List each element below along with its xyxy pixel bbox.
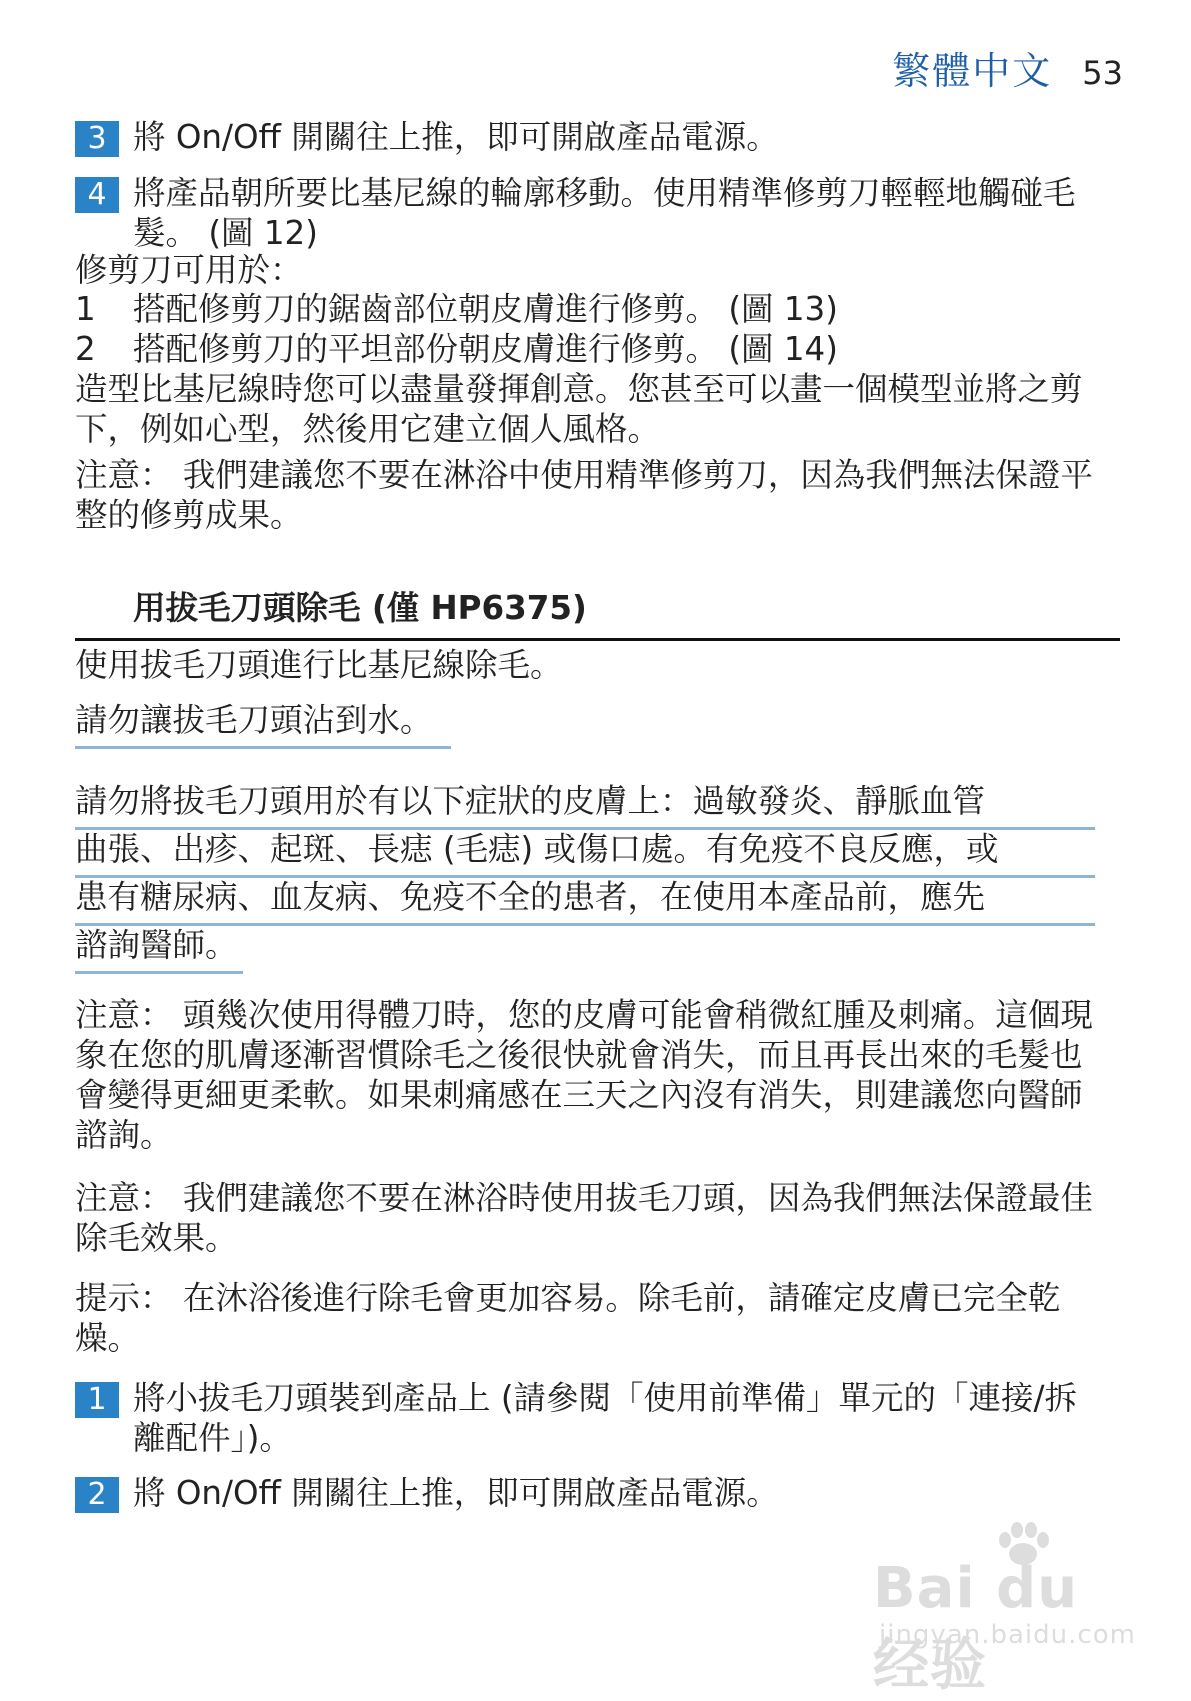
step-text: 將產品朝所要比基尼線的輪廓移動。使用精準修剪刀輕輕地觸碰毛髮。 (圖 12) <box>133 174 1076 252</box>
step-number: 1 <box>75 1382 119 1418</box>
warning-skin-line: 患有糖尿病、血友病、免疫不全的患者，在使用本產品前，應先 <box>75 878 986 916</box>
step-4 <box>75 173 1120 253</box>
list-text: 搭配修剪刀的鋸齒部位朝皮膚進行修剪。 (圖 13) <box>133 290 838 328</box>
step-text: 將小拔毛刀頭裝到產品上 (請參閱「使用前準備」單元的「連接/拆離配件」)。 <box>133 1379 1077 1457</box>
page-number: 53 <box>1082 54 1123 92</box>
note-shower-trimmer: 注意： 我們建議您不要在淋浴中使用精準修剪刀，因為我們無法保證平整的修剪成果。 <box>75 456 1093 534</box>
list-item <box>75 329 1120 369</box>
tip: 提示： 在沐浴後進行除毛會更加容易。除毛前，請確定皮膚已完全乾燥。 <box>75 1279 1061 1357</box>
list-text: 搭配修剪刀的平坦部份朝皮膚進行修剪。 (圖 14) <box>133 330 838 368</box>
note-shower-epilator: 注意： 我們建議您不要在淋浴時使用拔毛刀頭，因為我們無法保證最佳除毛效果。 <box>75 1179 1093 1257</box>
warning-skin-line: 請勿將拔毛刀頭用於有以下症狀的皮膚上：過敏發炎、靜脈血管 <box>75 782 986 820</box>
warning-water: 請勿讓拔毛刀頭沾到水。 <box>75 701 433 739</box>
warning-underline <box>75 971 243 974</box>
warning-underline <box>75 746 451 749</box>
step-number: 4 <box>75 177 119 213</box>
trimmer-intro: 修剪刀可用於： <box>75 251 303 289</box>
baidu-watermark <box>873 1520 1143 1698</box>
creative-paragraph: 造型比基尼線時您可以盡量發揮創意。您甚至可以畫一個模型並將之剪下，例如心型，然後用它建立個人風格。 <box>75 370 1083 448</box>
language-label: 繁體中文 <box>892 49 1053 93</box>
section-title: 用拔毛刀頭除毛 (僅 HP6375) <box>133 589 587 627</box>
step-text: 將 On/Off 開關往上推，即可開啟產品電源。 <box>133 1474 779 1512</box>
step-number: 2 <box>75 1477 119 1513</box>
list-number: 2 <box>75 330 96 368</box>
warning-skin-line: 諮詢醫師。 <box>75 926 238 964</box>
section-intro: 使用拔毛刀頭進行比基尼線除毛。 <box>75 646 563 684</box>
step-number: 3 <box>75 121 119 157</box>
note-irritation: 注意： 頭幾次使用得體刀時，您的皮膚可能會稍微紅腫及刺痛。這個現象在您的肌膚逐漸習慣除毛之後很快就會消失，而且再長出來的毛髮也會變得更細更柔軟。如果刺痛感在三天之內沒有消失，則建議您向醫師諮詢。 <box>75 996 1093 1154</box>
warning-skin-line: 曲張、出疹、起斑、長痣 (毛痣) 或傷口處。有免疫不良反應，或 <box>75 830 999 868</box>
section-heading <box>75 586 1120 641</box>
step-3 <box>75 117 1120 157</box>
list-item <box>75 289 1120 329</box>
page-header <box>892 40 1123 95</box>
step-1 <box>75 1378 1120 1458</box>
list-number: 1 <box>75 290 96 328</box>
watermark-brand: Bai du 经验 <box>873 1556 1079 1698</box>
step-2 <box>75 1473 1120 1513</box>
watermark-url: jingyan.baidu.com <box>879 1620 1136 1650</box>
step-text: 將 On/Off 開關往上推，即可開啟產品電源。 <box>133 118 779 156</box>
